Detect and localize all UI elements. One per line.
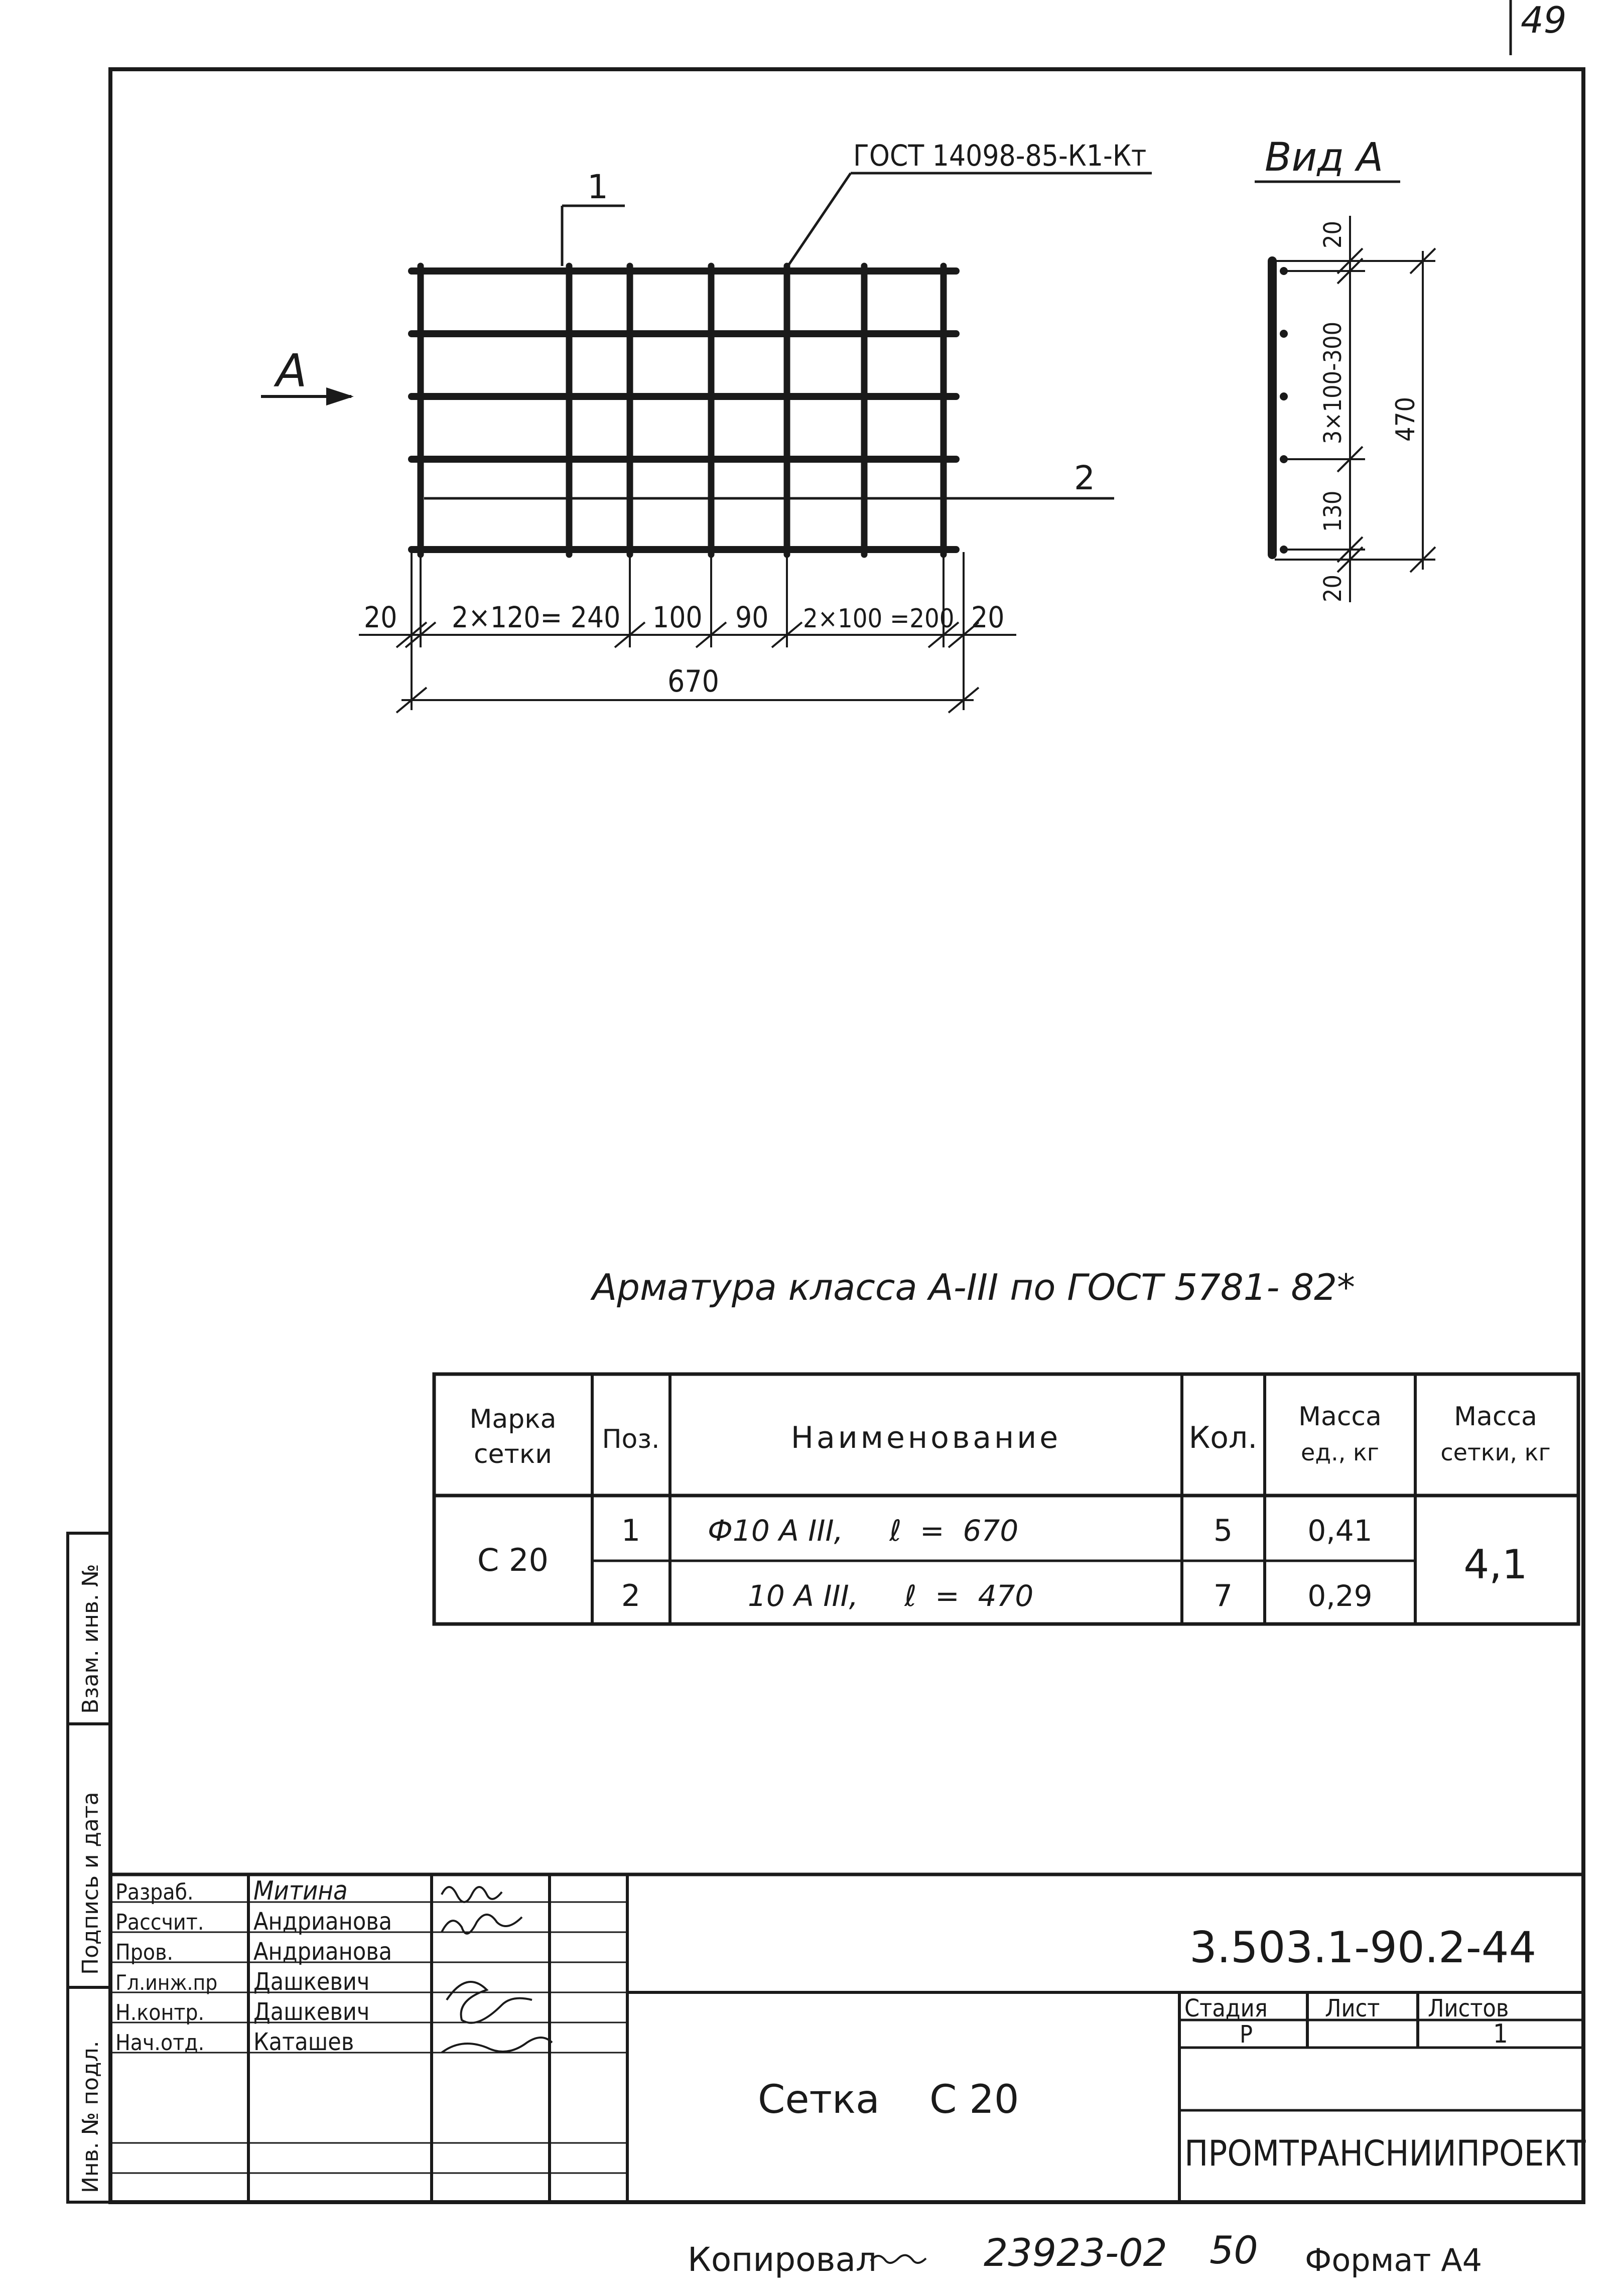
- name-check: Андрианова: [253, 1938, 392, 1966]
- sheet-label: Лист: [1325, 1994, 1380, 2022]
- dim-2x100: 2×100 =200: [803, 604, 955, 634]
- footer-format: Формат А4: [1305, 2242, 1483, 2278]
- footer-order-no: 23923-02: [984, 2230, 1167, 2275]
- role-norm-control: Н.контр.: [115, 2000, 205, 2025]
- page-number: 49: [1521, 0, 1567, 41]
- view-dim-20-top: 20: [1319, 221, 1347, 248]
- view-a-title: Вид А: [1265, 135, 1384, 180]
- hdr-mark: Марка: [469, 1404, 557, 1434]
- dim-100: 100: [652, 600, 703, 634]
- role-dept-head: Нач.отд.: [115, 2030, 205, 2056]
- dim-2x120: 2×120= 240: [452, 600, 621, 634]
- stamp-sign-date: Подпись и дата: [78, 1792, 103, 1975]
- stage-value: Р: [1240, 2020, 1253, 2049]
- row2-name: 10 А III, ℓ = 470: [748, 1579, 1034, 1613]
- name-calc: Андрианова: [253, 1908, 392, 1936]
- row1-name: Ф10 А III, ℓ = 670: [708, 1514, 1019, 1548]
- hdr-pos: Поз.: [602, 1424, 660, 1454]
- sheets-value: 1: [1493, 2019, 1508, 2049]
- name-dev: Митина: [253, 1876, 348, 1906]
- rebar-note: Арматура класса А-III по ГОСТ 5781- 82*: [592, 1266, 1355, 1308]
- role-check: Пров.: [115, 1940, 174, 1965]
- name-chief-eng: Дашкевич: [253, 1968, 370, 1996]
- dim-90: 90: [735, 600, 769, 634]
- row1-qty: 5: [1213, 1513, 1233, 1548]
- view-dim-3x100: 3×100-300: [1319, 321, 1347, 444]
- org-name: ПРОМТРАНСНИИПРОЕКТ: [1184, 2133, 1586, 2174]
- pos-1-label: 1: [587, 168, 608, 206]
- cell-total-mass: 4,1: [1463, 1541, 1528, 1588]
- role-chief-eng: Гл.инж.пр: [115, 1970, 218, 1995]
- dim-total-670: 670: [667, 664, 720, 699]
- footer-copied: Копировал: [688, 2240, 877, 2279]
- hdr-total-mass: Масса: [1454, 1402, 1537, 1432]
- row1-unit-mass: 0,41: [1307, 1514, 1373, 1548]
- stamp-inv-no: Инв. № подл.: [78, 2041, 103, 2193]
- view-dim-130: 130: [1319, 490, 1347, 532]
- row2-unit-mass: 0,29: [1307, 1579, 1373, 1613]
- dim-20-right: 20: [971, 600, 1005, 634]
- name-dept-head: Каташев: [253, 2028, 354, 2056]
- cell-mark: С 20: [477, 1542, 549, 1578]
- view-arrow-label: А: [276, 345, 307, 397]
- sheets-label: Листов: [1428, 1994, 1509, 2022]
- signatures: [442, 1887, 552, 2053]
- dim-20-left: 20: [364, 600, 397, 634]
- hdr-unit-mass: Масса: [1298, 1402, 1382, 1432]
- sheet-title: Сетка С 20: [758, 2077, 1019, 2122]
- role-calc: Рассчит.: [115, 1910, 204, 1935]
- hdr-total-mass-2: сетки, кг: [1440, 1439, 1551, 1466]
- doc-code: 3.503.1-90.2-44: [1189, 1923, 1537, 1973]
- pos-2-label: 2: [1074, 459, 1095, 497]
- hdr-name: Наименование: [790, 1420, 1061, 1455]
- hdr-qty: Кол.: [1188, 1420, 1258, 1455]
- stage-label: Стадия: [1184, 1994, 1268, 2022]
- footer-num: 50: [1210, 2228, 1258, 2272]
- gost-callout: ГОСТ 14098-85-К1-Кт: [853, 139, 1147, 173]
- row1-pos: 1: [621, 1513, 641, 1548]
- row2-qty: 7: [1213, 1578, 1233, 1613]
- copier-signature: [871, 2255, 926, 2263]
- spec-table: [434, 1374, 1578, 1624]
- mesh-plan: [261, 139, 1152, 713]
- row2-pos: 2: [621, 1578, 641, 1613]
- stamp-vzam: Взам. инв. №: [78, 1564, 103, 1714]
- title-block: [110, 1874, 1586, 2202]
- side-stamp: [68, 1533, 110, 2202]
- view-dim-20-bottom: 20: [1319, 575, 1347, 602]
- view-dim-470: 470: [1391, 396, 1421, 442]
- role-dev: Разраб.: [115, 1879, 194, 1905]
- hdr-mark-2: сетки: [473, 1439, 553, 1469]
- view-a: [1255, 135, 1435, 602]
- hdr-unit-mass-2: ед., кг: [1301, 1439, 1379, 1466]
- name-norm-control: Дашкевич: [253, 1998, 370, 2026]
